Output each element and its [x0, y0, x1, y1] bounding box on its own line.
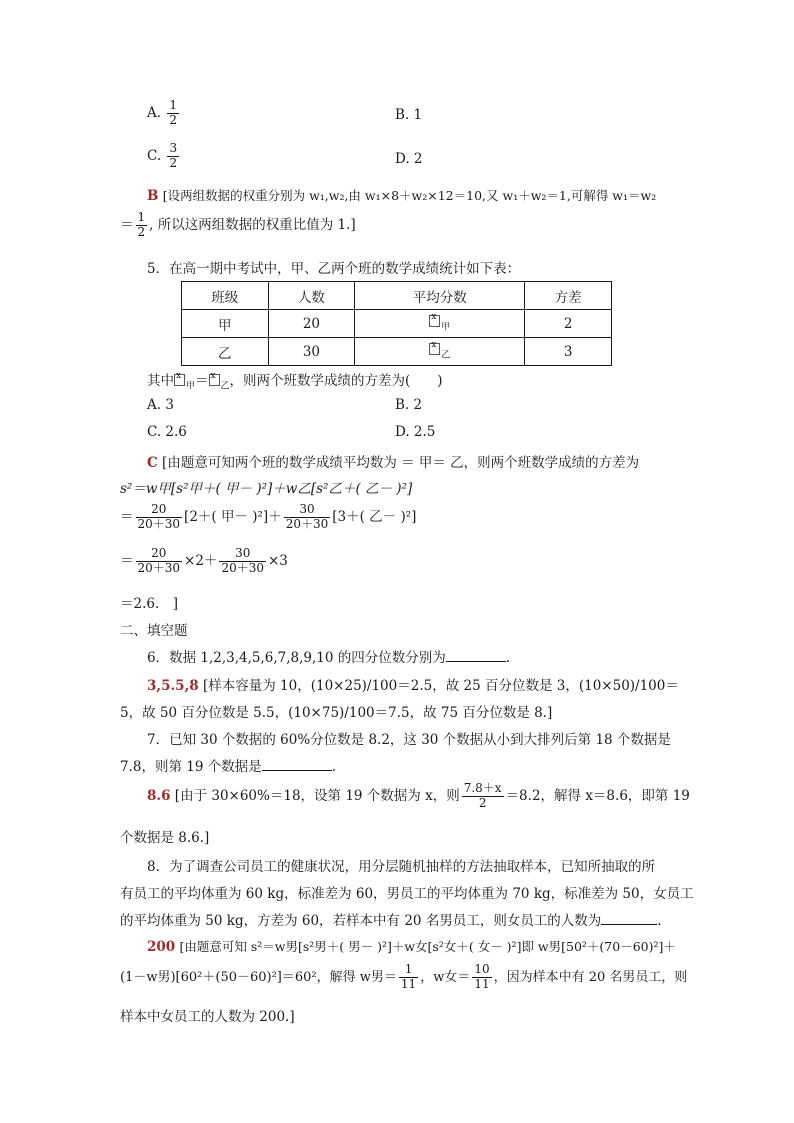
- fraction: [462, 782, 504, 811]
- denominator: 2: [478, 795, 487, 810]
- answer-letter: C: [147, 455, 158, 471]
- xbar-symbol: [174, 374, 185, 386]
- answer-value: 3,5.5,8: [147, 678, 199, 694]
- xbar-symbol: [429, 315, 440, 327]
- q5-option-d: D. 2.5: [395, 424, 436, 440]
- fraction: [399, 963, 418, 992]
- header-cell: 平均分数: [355, 282, 525, 310]
- table-cell: 30: [268, 338, 355, 366]
- numerator: 30: [284, 503, 331, 518]
- q5-formula-line-1: s²＝w甲[s²甲＋( 甲－ )²]＋w乙[s²乙＋( 乙－ )²]: [120, 481, 413, 497]
- numerator: 1: [137, 210, 146, 224]
- subscript: 乙: [441, 350, 451, 361]
- option-label: C.: [147, 147, 162, 164]
- stem-text: 的平均体重为 50 kg，方差为 60，若样本中有 20 名男员工，则女员工的人数为: [120, 913, 602, 929]
- score-table: [181, 281, 612, 366]
- q4-answer-line-2: [120, 211, 356, 240]
- header-cell: 班级: [182, 282, 269, 310]
- q8-stem-line-2: 有员工的平均体重为 60 kg，标准差为 60，男员工的平均体重为 70 kg，标准差为 50，女员工: [120, 886, 694, 902]
- subscript: 甲: [441, 322, 451, 333]
- formula-text: [2＋( 甲－ )²]＋: [184, 508, 282, 525]
- q7-answer-line-1: [147, 782, 690, 811]
- fraction: [167, 142, 179, 171]
- answer-value: 8.6: [147, 787, 171, 804]
- header-cell: 人数: [268, 282, 355, 310]
- answer-blank: [262, 758, 332, 771]
- answer-text: ，因为样本中有 20 名男员工，则: [493, 969, 688, 985]
- answer-text: ，w女＝: [420, 969, 471, 985]
- answer-text: (1－w男)[60²＋(50－60)²]＝60²，解得 w男＝: [120, 969, 397, 985]
- fraction: [136, 211, 148, 240]
- fraction: [167, 99, 179, 128]
- section-heading: 二、填空题: [120, 623, 188, 639]
- answer-blank: [446, 649, 506, 662]
- formula-text: ×2＋: [184, 552, 218, 569]
- table-cell: [355, 338, 525, 366]
- numerator: 10: [474, 962, 490, 976]
- equals-sign: ＝: [120, 508, 134, 525]
- q5-formula-line-2: [120, 503, 416, 532]
- answer-blank: [601, 912, 657, 925]
- table-row: [182, 338, 612, 366]
- denominator: 11: [400, 976, 417, 991]
- q5-option-c: C. 2.6: [147, 424, 187, 440]
- table-cell: 甲: [182, 310, 269, 338]
- option-label: A.: [147, 104, 162, 121]
- answer-text: , 所以这两组数据的权重比值为 1.]: [149, 216, 356, 233]
- q7-stem-line-2: [120, 755, 336, 775]
- q8-stem-line-1: 8．为了调查公司员工的健康状况，用分层随机抽样的方法抽取样本，已知所抽取的所: [147, 859, 656, 875]
- formula-text: ×3: [268, 552, 288, 569]
- answer-text: ＝8.2，解得 x＝8.6，即第 19: [505, 787, 690, 804]
- table-header-row: [182, 282, 612, 310]
- q8-answer-line-1: [147, 937, 676, 955]
- q4-option-c: [147, 142, 181, 171]
- q6-answer-line-2: 5，故 50 百分位数是 5.5，(10×75)/100＝7.5，故 75 百分位数是 8.]: [120, 705, 553, 721]
- answer-text: [设两组数据的权重分别为 w₁,w₂,由 w₁×8＋w₂×12＝10,又 w₁＋w₂＝1,可解得 w₁＝w₂: [162, 188, 657, 203]
- fraction: [136, 503, 183, 532]
- fraction: [136, 547, 183, 576]
- answer-value: 200: [147, 939, 176, 955]
- numerator: 20: [136, 547, 183, 562]
- numerator: 7.8＋x: [463, 781, 502, 795]
- fraction: [472, 963, 491, 992]
- numerator: 1: [399, 963, 418, 978]
- q8-answer-line-3: 样本中女员工的人数为 200.]: [120, 1009, 295, 1025]
- denominator: 11: [474, 976, 490, 991]
- table-row: [182, 310, 612, 338]
- fraction: [284, 503, 331, 532]
- denominator: 20＋30: [137, 560, 181, 575]
- denominator: 2: [169, 155, 178, 170]
- stem-text: .: [331, 759, 337, 775]
- stem-text: .: [505, 650, 511, 666]
- formula-text: [3＋( 乙－ )²]: [332, 508, 417, 525]
- subscript: 甲: [186, 381, 196, 392]
- numerator: 20: [136, 503, 183, 518]
- q5-formula-line-4: ＝2.6. ]: [120, 596, 179, 612]
- stem-text: .: [657, 913, 662, 929]
- table-cell: [355, 310, 525, 338]
- numerator: 1: [169, 98, 177, 112]
- table-cell: 乙: [182, 338, 269, 366]
- xbar-symbol: [209, 374, 220, 386]
- q8-stem-line-3: [120, 909, 662, 929]
- condition-text: 其中: [147, 373, 174, 389]
- q5-condition: [147, 369, 443, 392]
- q4-answer-line-1: [147, 186, 656, 204]
- q4-option-d: D. 2: [395, 151, 423, 167]
- denominator: 20＋30: [285, 516, 329, 531]
- denominator: 2: [169, 112, 177, 127]
- condition-text: ，则两个班数学成绩的方差为( ): [229, 373, 443, 389]
- q6-answer-line-1: [147, 674, 679, 694]
- xbar-symbol: [429, 343, 440, 355]
- answer-letter: B: [147, 188, 159, 204]
- numerator: 30: [219, 547, 266, 562]
- fraction: [219, 547, 266, 576]
- stem-text: 6．数据 1,2,3,4,5,6,7,8,9,10 的四分位数分别为: [147, 650, 446, 666]
- answer-text: [样本容量为 10，(10×25)/100＝2.5，故 25 百分位数是 3，(10×50)/100＝: [202, 678, 679, 694]
- q4-option-b: B. 1: [395, 107, 423, 123]
- stem-text: 7.8，则第 19 个数据是: [120, 759, 262, 775]
- answer-text: [由题意可知 s²＝w男[s²男＋( 男－ )²]＋w女[s²女＋( 女－ )²]即 w男[50²＋(70－60)²]＋: [179, 939, 676, 954]
- table-cell: 2: [525, 310, 612, 338]
- q5-option-b: B. 2: [395, 397, 423, 413]
- denominator: 20＋30: [137, 516, 181, 531]
- equals-sign: ＝: [195, 373, 209, 389]
- q5-option-a: A. 3: [147, 397, 174, 413]
- answer-text: [由于 30×60%＝18，设第 19 个数据为 x，则: [174, 787, 460, 804]
- denominator: 2: [137, 224, 146, 239]
- q5-answer-line-1: [147, 451, 639, 471]
- q5-stem: 5．在高一期中考试中，甲、乙两个班的数学成绩统计如下表：: [147, 261, 521, 277]
- q6-stem: [147, 646, 510, 666]
- q7-answer-line-2: 个数据是 8.6.]: [120, 830, 210, 846]
- subscript: 乙: [220, 381, 230, 392]
- header-cell: 方差: [525, 282, 612, 310]
- table-cell: 3: [525, 338, 612, 366]
- q4-option-a: [147, 99, 181, 128]
- q8-answer-line-2: [120, 963, 687, 992]
- equals-sign: ＝: [120, 552, 134, 569]
- denominator: 20＋30: [221, 560, 264, 575]
- equals-sign: ＝: [120, 216, 134, 233]
- q5-formula-line-3: [120, 547, 288, 576]
- numerator: 3: [169, 141, 178, 155]
- answer-text: [由题意可知两个班的数学成绩平均数为 ＝ 甲＝ 乙，则两个班数学成绩的方差为: [162, 455, 640, 471]
- table-cell: 20: [268, 310, 355, 338]
- q7-stem-line-1: 7．已知 30 个数据的 60%分位数是 8.2，这 30 个数据从小到大排列后第 18 个数据是: [147, 732, 671, 748]
